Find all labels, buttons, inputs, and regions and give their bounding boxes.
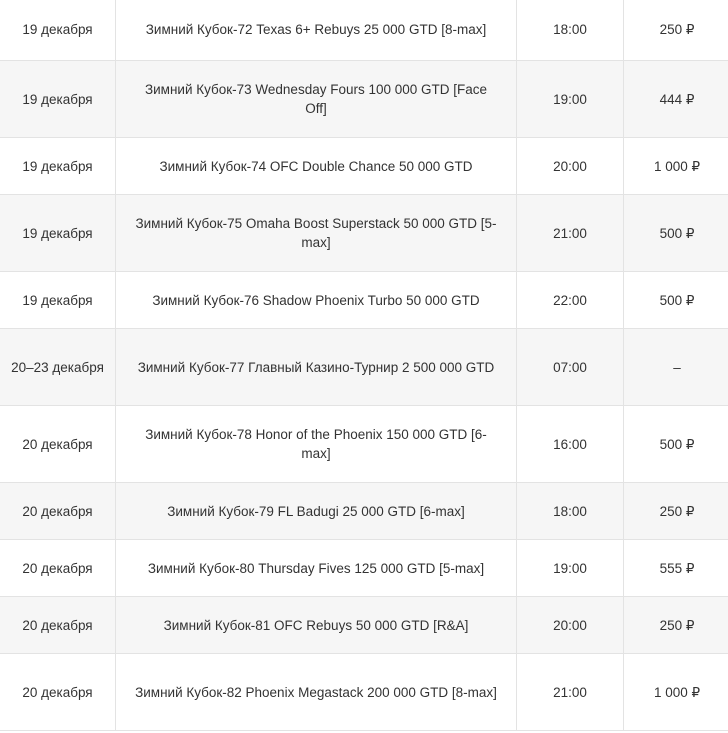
date-cell: 19 декабря <box>0 272 116 329</box>
tournament-name-cell: Зимний Кубок-80 Thursday Fives 125 000 GTD [5-max] <box>116 540 517 597</box>
tournament-name-cell: Зимний Кубок-79 FL Badugi 25 000 GTD [6-max] <box>116 483 517 540</box>
tournament-name-cell: Зимний Кубок-76 Shadow Phoenix Turbo 50 000 GTD <box>116 272 517 329</box>
table-row <box>0 406 728 483</box>
time-cell: 19:00 <box>517 540 624 597</box>
tournament-name-cell: Зимний Кубок-72 Texas 6+ Rebuys 25 000 GTD [8-max] <box>116 0 517 61</box>
table-row <box>0 138 728 195</box>
table-row <box>0 195 728 272</box>
table-row <box>0 540 728 597</box>
tournament-name-cell: Зимний Кубок-82 Phoenix Megastack 200 000 GTD [8-max] <box>116 654 517 731</box>
tournament-name-cell: Зимний Кубок-77 Главный Казино-Турнир 2 500 000 GTD <box>116 329 517 406</box>
date-cell: 20 декабря <box>0 406 116 483</box>
tournament-name-cell: Зимний Кубок-73 Wednesday Fours 100 000 GTD [Face Off] <box>116 61 517 138</box>
buyin-cell: 250 ₽ <box>624 483 728 540</box>
date-cell: 20 декабря <box>0 597 116 654</box>
date-cell: 19 декабря <box>0 195 116 272</box>
buyin-cell: 500 ₽ <box>624 195 728 272</box>
table-row <box>0 597 728 654</box>
table-row <box>0 0 728 61</box>
time-cell: 20:00 <box>517 138 624 195</box>
date-cell: 19 декабря <box>0 61 116 138</box>
buyin-cell: 1 000 ₽ <box>624 138 728 195</box>
time-cell: 21:00 <box>517 195 624 272</box>
table-row <box>0 329 728 406</box>
date-cell: 20–23 декабря <box>0 329 116 406</box>
time-cell: 18:00 <box>517 0 624 61</box>
time-cell: 16:00 <box>517 406 624 483</box>
time-cell: 18:00 <box>517 483 624 540</box>
buyin-cell: 250 ₽ <box>624 597 728 654</box>
table-row <box>0 483 728 540</box>
time-cell: 22:00 <box>517 272 624 329</box>
buyin-cell: – <box>624 329 728 406</box>
buyin-cell: 500 ₽ <box>624 272 728 329</box>
date-cell: 19 декабря <box>0 138 116 195</box>
table-row <box>0 654 728 731</box>
tournament-name-cell: Зимний Кубок-75 Omaha Boost Superstack 50 000 GTD [5-max] <box>116 195 517 272</box>
table-row <box>0 272 728 329</box>
tournament-name-cell: Зимний Кубок-81 OFC Rebuys 50 000 GTD [R&A] <box>116 597 517 654</box>
buyin-cell: 250 ₽ <box>624 0 728 61</box>
time-cell: 21:00 <box>517 654 624 731</box>
buyin-cell: 444 ₽ <box>624 61 728 138</box>
time-cell: 20:00 <box>517 597 624 654</box>
buyin-cell: 500 ₽ <box>624 406 728 483</box>
tournament-name-cell: Зимний Кубок-78 Honor of the Phoenix 150 000 GTD [6-max] <box>116 406 517 483</box>
buyin-cell: 555 ₽ <box>624 540 728 597</box>
time-cell: 07:00 <box>517 329 624 406</box>
buyin-cell: 1 000 ₽ <box>624 654 728 731</box>
time-cell: 19:00 <box>517 61 624 138</box>
date-cell: 19 декабря <box>0 0 116 61</box>
date-cell: 20 декабря <box>0 540 116 597</box>
date-cell: 20 декабря <box>0 483 116 540</box>
date-cell: 20 декабря <box>0 654 116 731</box>
tournament-name-cell: Зимний Кубок-74 OFC Double Chance 50 000 GTD <box>116 138 517 195</box>
table-row <box>0 61 728 138</box>
